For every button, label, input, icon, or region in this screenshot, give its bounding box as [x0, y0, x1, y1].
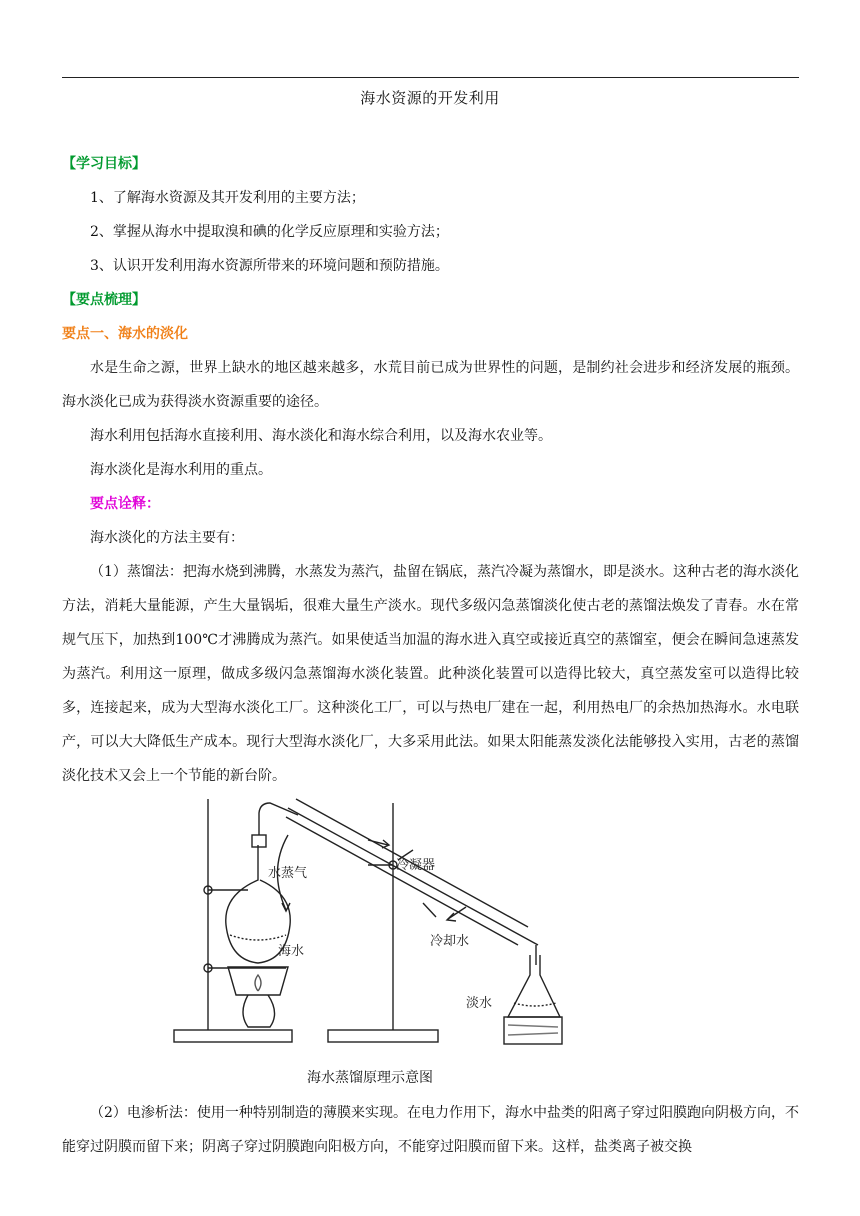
flask-stopper [252, 835, 266, 847]
right-stand-base [328, 1030, 438, 1042]
paragraph-electrodialysis: （2）电渗析法：使用一种特别制造的薄膜来实现。在电力作用下，海水中盐类的阳离子穿过阳膜跑向阴极方向，不能穿过阴膜而留下来；阴离子穿过阴膜跑向阳极方向，不能穿过阳膜而留下来。这样，盐类离子被交换 [62, 1105, 799, 1155]
objective-item-3: 3、认识开发利用海水资源所带来的环境问题和预防措施。 [90, 258, 449, 274]
distillation-diagram [168, 795, 568, 1055]
delivery-tube [259, 803, 298, 835]
left-stand-base [174, 1030, 292, 1042]
paragraph-uses: 海水利用包括海水直接利用、海水淡化和海水综合利用，以及海水农业等。 [90, 428, 552, 444]
label-vapor: 水蒸气 [268, 866, 308, 881]
paragraph-distillation: （1）蒸馏法：把海水烧到沸腾，水蒸发为蒸汽，盐留在锅底，蒸汽冷凝为蒸馏水，即是淡水。这种古老的海水淡化方法，消耗大量能源，产生大量锅垢，很难大量生产淡水。现代多级闪急蒸馏淡化使古老的蒸馏法焕发了青春。水在常规气压下，加热到100℃才沸腾成为蒸汽。如果使适当加温的海水进入真空或接近真空的蒸馏室，便会在瞬间急速蒸发为蒸汽。利用这一原理，做成多级闪急蒸馏海水淡化装置。此种淡化装置可以造得比较大，真空蒸发室可以造得比较多，连接起来，成为大型海水淡化工厂。这种淡化工厂，可以与热电厂建在一起，利用热电厂的余热加热海水。水电联产，可以大大降低生产成本。现行大型海水淡化厂，大多采用此法。如果太阳能蒸发淡化法能够投入实用，古老的蒸馏淡化技术又会上一个节能的新台阶。 [62, 564, 799, 784]
header-rule [62, 77, 799, 78]
point1-heading: 要点一、海水的淡化 [62, 326, 188, 342]
wood-block [504, 1017, 562, 1044]
objectives-heading: 【学习目标】 [62, 156, 146, 172]
alcohol-lamp [243, 995, 275, 1027]
label-cooling-water: 冷却水 [430, 934, 470, 949]
keypoints-heading: 【要点梳理】 [62, 292, 146, 308]
page-title: 海水资源的开发利用 [360, 89, 500, 107]
paragraph-focus: 海水淡化是海水利用的重点。 [90, 462, 272, 478]
paragraph-methods: 海水淡化的方法主要有： [90, 530, 244, 546]
objective-item-2: 2、掌握从海水中提取溴和碘的化学反应原理和实验方法； [90, 224, 449, 240]
figure-caption: 海水蒸馏原理示意图 [307, 1070, 433, 1086]
objective-item-1: 1、了解海水资源及其开发利用的主要方法； [90, 190, 365, 206]
explain-heading: 要点诠释： [90, 496, 160, 512]
label-freshwater: 淡水 [466, 996, 493, 1011]
paragraph-intro: 水是生命之源，世界上缺水的地区越来越多，水荒目前已成为世界性的问题，是制约社会进步和经济发展的瓶颈。海水淡化已成为获得淡水资源重要的途径。 [62, 360, 799, 410]
conical-flask [508, 955, 560, 1017]
label-condenser: 冷凝器 [396, 858, 436, 873]
condenser-jacket-bottom [286, 817, 518, 945]
condenser-inner-tube [288, 808, 538, 945]
label-seawater: 海水 [278, 944, 305, 959]
